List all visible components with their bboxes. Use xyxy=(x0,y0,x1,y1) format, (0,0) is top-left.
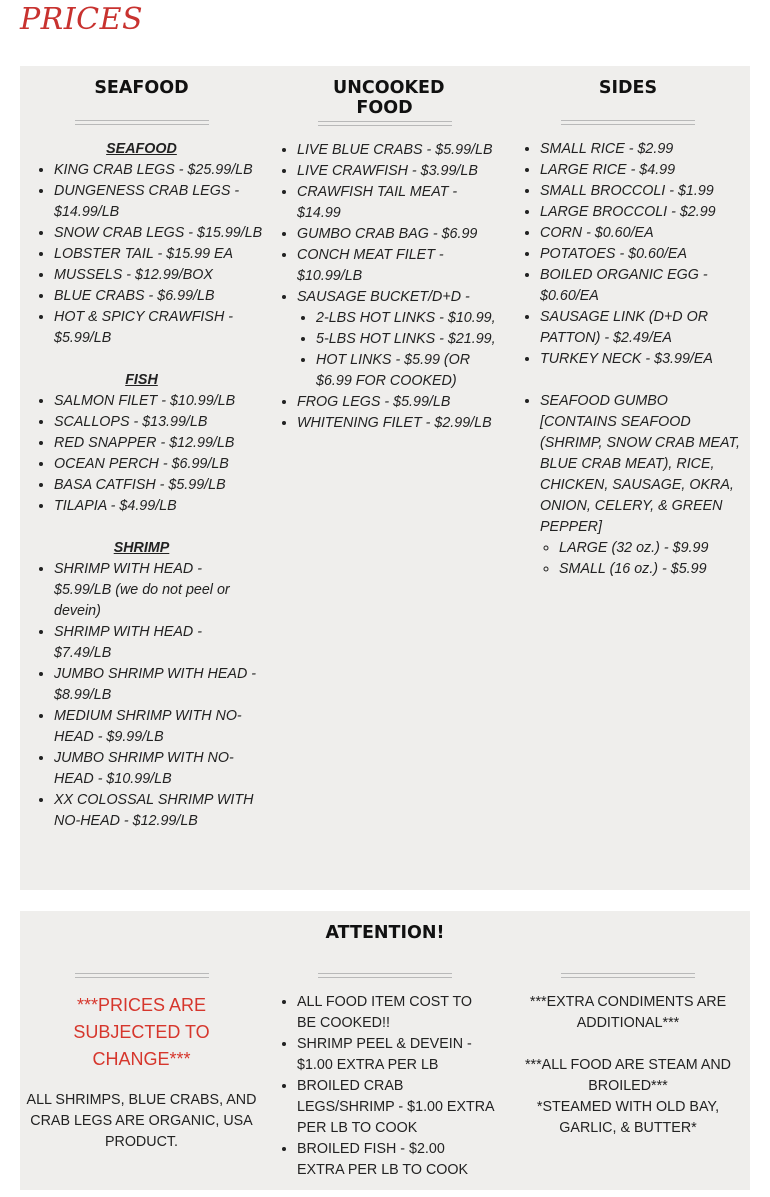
gumbo-sizes-list xyxy=(540,538,746,580)
list-item: ◦ SMALL (16 oz.) - $5.99 xyxy=(559,559,746,580)
divider xyxy=(561,120,695,125)
list-item: • HOT & SPICY CRAWFISH - $5.99/LB xyxy=(54,307,263,349)
list-item: • CONCH MEAT FILET - $10.99/LB xyxy=(297,245,504,287)
uncooked-column xyxy=(263,66,506,434)
list-item: • DUNGENESS CRAB LEGS - $14.99/LB xyxy=(54,181,263,223)
subheading-seafood: SEAFOOD xyxy=(106,141,177,157)
attention-heading: ATTENTION! xyxy=(325,923,445,943)
list-item: • KING CRAB LEGS - $25.99/LB xyxy=(54,160,263,181)
list-item: • BLUE CRABS - $6.99/LB xyxy=(54,286,263,307)
shrimp-list xyxy=(20,559,263,832)
menu-panel xyxy=(20,66,750,890)
list-item: • ALL FOOD ITEM COST TO BE COOKED!! xyxy=(297,992,504,1034)
list-item-text: SAUSAGE BUCKET/D+D - xyxy=(297,289,470,305)
attention-left-column xyxy=(20,973,263,1153)
condiments-note: ***EXTRA CONDIMENTS ARE ADDITIONAL*** xyxy=(529,994,727,1031)
sides-list xyxy=(506,139,750,370)
list-item: • XX COLOSSAL SHRIMP WITH NO-HEAD - $12.99/LB xyxy=(54,790,259,832)
organic-note: ALL SHRIMPS, BLUE CRABS, AND CRAB LEGS ARE ORGANIC, USA PRODUCT. xyxy=(26,1092,257,1150)
list-item: • TURKEY NECK - $3.99/EA xyxy=(540,349,746,370)
list-item: • 2-LBS HOT LINKS - $10.99, xyxy=(316,308,504,329)
list-item: • LOBSTER TAIL - $15.99 EA xyxy=(54,244,263,265)
list-item: • HOT LINKS - $5.99 (OR $6.99 FOR COOKED) xyxy=(316,350,504,392)
divider xyxy=(561,973,695,978)
attention-panel xyxy=(20,911,750,1190)
page-title: PRICES xyxy=(20,2,144,37)
price-change-notice: ***PRICES ARE SUBJECTED TO CHANGE*** xyxy=(73,995,210,1069)
gumbo-list xyxy=(506,391,750,580)
list-item: • FROG LEGS - $5.99/LB xyxy=(297,392,504,413)
divider xyxy=(75,120,209,125)
list-item: • RED SNAPPER - $12.99/LB xyxy=(54,433,263,454)
list-item: • OCEAN PERCH - $6.99/LB xyxy=(54,454,263,475)
list-item: • BASA CATFISH - $5.99/LB xyxy=(54,475,263,496)
list-item: • SMALL RICE - $2.99 xyxy=(540,139,746,160)
list-item: • MEDIUM SHRIMP WITH NO-HEAD - $9.99/LB xyxy=(54,706,259,748)
list-item: • BROILED CRAB LEGS/SHRIMP - $1.00 EXTRA PER LB TO COOK xyxy=(297,1076,504,1139)
list-item: • SAUSAGE LINK (D+D OR PATTON) - $2.49/EA xyxy=(540,307,746,349)
sides-column xyxy=(506,66,750,580)
list-item: • SMALL BROCCOLI - $1.99 xyxy=(540,181,746,202)
list-item: • SHRIMP WITH HEAD - $5.99/LB (we do not peel or devein) xyxy=(54,559,259,622)
attention-right-column xyxy=(506,973,750,1139)
steam-broil-note: ***ALL FOOD ARE STEAM AND BROILED*** xyxy=(524,1057,732,1094)
list-item: ◦ LARGE (32 oz.) - $9.99 xyxy=(559,538,746,559)
list-item: • BROILED FISH - $2.00 EXTRA PER LB TO COOK xyxy=(297,1139,504,1181)
list-item: • SALMON FILET - $10.99/LB xyxy=(54,391,263,412)
list-item: • CRAWFISH TAIL MEAT - $14.99 xyxy=(297,182,504,224)
divider xyxy=(75,973,209,978)
list-item: • BOILED ORGANIC EGG - $0.60/EA xyxy=(540,265,746,307)
divider xyxy=(318,121,452,126)
divider xyxy=(318,973,452,978)
list-item: • JUMBO SHRIMP WITH HEAD - $8.99/LB xyxy=(54,664,259,706)
list-item: • SNOW CRAB LEGS - $15.99/LB xyxy=(54,223,263,244)
seafood-heading: SEAFOOD xyxy=(94,78,189,98)
list-item: • SHRIMP WITH HEAD - $7.49/LB xyxy=(54,622,259,664)
cooking-fees-list xyxy=(263,992,506,1181)
list-item: • MUSSELS - $12.99/BOX xyxy=(54,265,263,286)
list-item xyxy=(297,287,504,392)
seafood-list xyxy=(20,160,263,349)
list-item: • WHITENING FILET - $2.99/LB xyxy=(297,413,504,434)
list-item: • LIVE BLUE CRABS - $5.99/LB xyxy=(297,140,504,161)
list-item xyxy=(540,391,746,580)
list-item: • GUMBO CRAB BAG - $6.99 xyxy=(297,224,504,245)
seasoning-note: *STEAMED WITH OLD BAY, GARLIC, & BUTTER* xyxy=(536,1099,720,1136)
list-item: • SCALLOPS - $13.99/LB xyxy=(54,412,263,433)
uncooked-heading: UNCOOKED FOOD xyxy=(333,78,445,118)
subheading-shrimp: SHRIMP xyxy=(113,540,170,556)
list-item: • LARGE RICE - $4.99 xyxy=(540,160,746,181)
list-item: • LIVE CRAWFISH - $3.99/LB xyxy=(297,161,504,182)
gumbo-description: SEAFOOD GUMBO [CONTAINS SEAFOOD (SHRIMP, SNOW CRAB MEAT, BLUE CRAB MEAT), RICE, CHICKEN, SAUSAGE, OKRA, ONION, CELERY, & GREEN PEPPER] xyxy=(540,393,740,535)
fish-list xyxy=(20,391,263,517)
list-item: • POTATOES - $0.60/EA xyxy=(540,244,746,265)
attention-middle-column xyxy=(263,973,506,1181)
subheading-fish: FISH xyxy=(125,372,158,388)
sausage-options-list xyxy=(297,308,504,392)
list-item: • SHRIMP PEEL & DEVEIN - $1.00 EXTRA PER LB xyxy=(297,1034,504,1076)
list-item: • CORN - $0.60/EA xyxy=(540,223,746,244)
list-item: • JUMBO SHRIMP WITH NO-HEAD - $10.99/LB xyxy=(54,748,259,790)
list-item: • TILAPIA - $4.99/LB xyxy=(54,496,263,517)
list-item: • LARGE BROCCOLI - $2.99 xyxy=(540,202,746,223)
seafood-column xyxy=(20,66,263,832)
list-item: • 5-LBS HOT LINKS - $21.99, xyxy=(316,329,504,350)
sides-heading: SIDES xyxy=(598,78,658,98)
uncooked-list xyxy=(263,140,506,434)
